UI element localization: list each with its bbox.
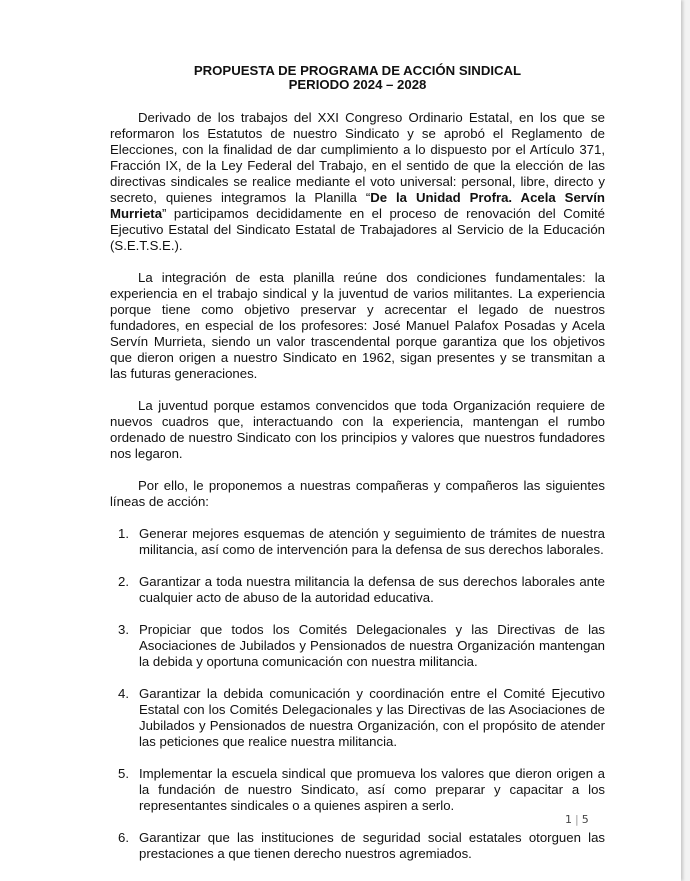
intro-text-start: Derivado de los trabajos del XXI Congreso Ordinario Estatal, en los que se reformaron los Estatutos de nuestro Sindicato y se aprobó el Reglamento de Elecciones, con la finalidad de dar cumplimiento a lo dispuesto por el Artículo 371, Fracción IX, de la Ley Federal del Trabajo, en el sentido de que la elección de las directivas sindicales se realice mediante el voto universal: personal, libre, directo y secreto, quienes integramos la Planilla “ [110, 110, 605, 205]
action-lines-list [110, 526, 605, 862]
current-page-number: 1 [565, 813, 572, 826]
list-item [110, 574, 605, 606]
paragraph-intro [110, 110, 605, 254]
list-item [110, 830, 605, 862]
list-item-number: 6. [118, 830, 129, 845]
intro-text-end: ” participamos decididamente en el proceso de renovación del Comité Ejecutivo Estatal del Sindicato Estatal de Trabajadores al Servicio de la Educación (S.E.T.S.E.). [110, 206, 605, 253]
total-pages: 5 [581, 813, 589, 826]
document-title [110, 64, 605, 92]
list-item-number: 2. [118, 574, 129, 589]
paragraph-integration: La integración de esta planilla reúne dos condiciones fundamentales: la experiencia en el trabajo sindical y la juventud de varios militantes. La experiencia porque tiene como objetivo preservar y acrecentar el legado de nuestros fundadores, en especial de los profesores: José Manuel Palafox Posadas y Acela Servín Murrieta, siendo un valor trascendental porque garantiza que los objetivos que dieron origen a nuestro Sindicato en 1962, sigan presentes y se transmitan a las futuras generaciones. [110, 270, 605, 381]
page-number-footer [565, 813, 589, 826]
list-item-text: Generar mejores esquemas de atención y seguimiento de trámites de nuestra militancia, así como de intervención para la defensa de sus derechos laborales. [139, 526, 605, 557]
list-item-text: Implementar la escuela sindical que promueva los valores que dieron origen a la fundación de nuestro Sindicato, así como preparar y capacitar a los representantes sindicales o a quienes aspiren a serlo. [139, 766, 605, 813]
list-item [110, 622, 605, 670]
paragraph-youth: La juventud porque estamos convencidos que toda Organización requiere de nuevos cuadros que, interactuando con la experiencia, mantengan el rumbo ordenado de nuestro Sindicato con los principios y valores que nuestros fundadores nos legaron. [110, 398, 605, 461]
page-content [110, 64, 605, 878]
list-item-text: Garantizar que las instituciones de seguridad social estatales otorguen las prestaciones a que tienen derecho nuestros agremiados. [139, 830, 605, 861]
list-item [110, 686, 605, 750]
page-separator: | [575, 813, 579, 826]
list-item-number: 4. [118, 686, 129, 701]
planilla-name: De la Unidad Profra. Acela Servín Murrieta [110, 190, 605, 221]
list-item-number: 1. [118, 526, 129, 541]
list-item-text: Propiciar que todos los Comités Delegacionales y las Directivas de las Asociaciones de Jubilados y Pensionados de nuestra Organización mantengan la debida y oportuna comunicación con nuestra militancia. [139, 622, 605, 669]
list-item-number: 5. [118, 766, 129, 781]
list-item [110, 526, 605, 558]
list-item-text: Garantizar la debida comunicación y coordinación entre el Comité Ejecutivo Estatal con los Comités Delegacionales y las Directivas de las Asociaciones de Jubilados y Pensionados de nuestra Organización, con el propósito de atender las peticiones que realice nuestra militancia. [139, 686, 605, 749]
title-line-2: PERIODO 2024 – 2028 [288, 77, 427, 92]
list-item-number: 3. [118, 622, 129, 637]
title-line-1: PROPUESTA DE PROGRAMA DE ACCIÓN SINDICAL [193, 63, 522, 78]
list-item-text: Garantizar a toda nuestra militancia la defensa de sus derechos laborales ante cualquier acto de abuso de la autoridad educativa. [139, 574, 605, 605]
list-item [110, 766, 605, 814]
paragraph-proposal: Por ello, le proponemos a nuestras compañeras y compañeros las siguientes líneas de acción: [110, 478, 605, 509]
